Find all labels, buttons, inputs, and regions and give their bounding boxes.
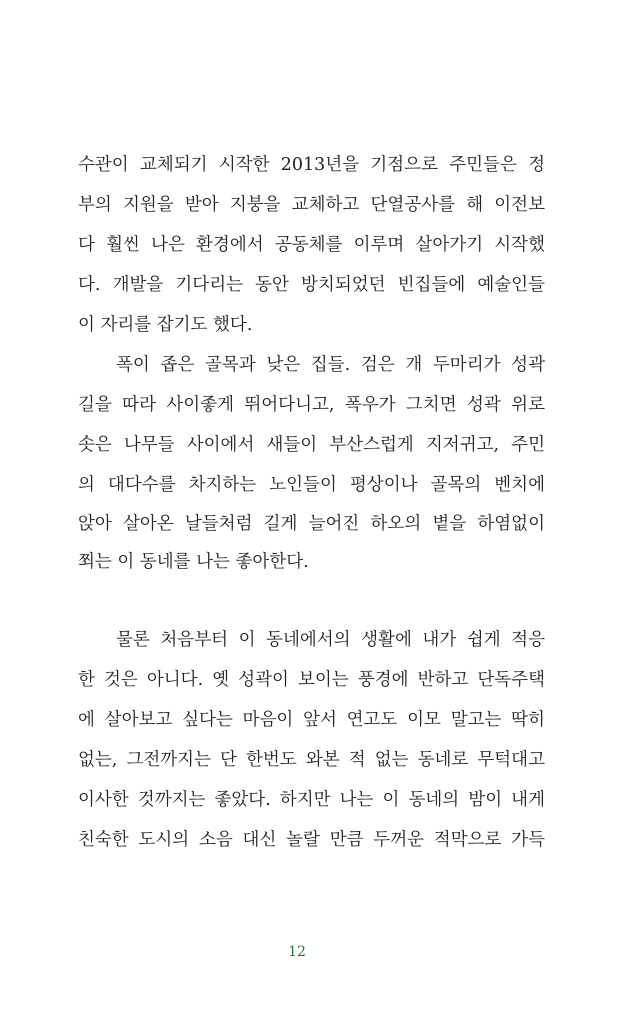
text-line: 없는, 그전까지는 단 한번도 와본 적 없는 동네로 무턱대고 — [78, 750, 545, 770]
text-line: 수관이 교체되기 시작한 2013년을 기점으로 주민들은 정 — [78, 155, 545, 175]
text-line: 물론 처음부터 이 동네에서의 생활에 내가 쉽게 적응 — [116, 630, 545, 650]
page-number: 12 — [288, 944, 306, 960]
text-line: 다. 개발을 기다리는 동안 방치되었던 빈집들에 예술인들 — [78, 275, 545, 295]
text-line: 한 것은 아니다. 옛 성곽이 보이는 풍경에 반하고 단독주택 — [78, 670, 545, 690]
text-line: 친숙한 도시의 소음 대신 놀랄 만큼 두꺼운 적막으로 가득 — [78, 830, 545, 850]
text-line: 다 훨씬 나은 환경에서 공동체를 이루며 살아가기 시작했 — [78, 235, 545, 255]
text-line: 의 대다수를 차지하는 노인들이 평상이나 골목의 벤치에 — [78, 475, 545, 495]
text-line: 에 살아보고 싶다는 마음이 앞서 연고도 이모 말고는 딱히 — [78, 710, 545, 730]
text-line: 쬐는 이 동네를 나는 좋아한다. — [78, 552, 309, 572]
text-line: 부의 지원을 받아 지붕을 교체하고 단열공사를 해 이전보 — [78, 195, 545, 215]
text-line: 이 자리를 잡기도 했다. — [78, 315, 253, 335]
text-line: 폭이 좁은 골목과 낮은 집들. 검은 개 두마리가 성곽 — [116, 355, 545, 375]
text-line: 솟은 나무들 사이에서 새들이 부산스럽게 지저귀고, 주민 — [78, 435, 545, 455]
text-line: 이사한 것까지는 좋았다. 하지만 나는 이 동네의 밤이 내게 — [78, 790, 545, 810]
text-line: 길을 따라 사이좋게 뛰어다니고, 폭우가 그치면 성곽 위로 — [78, 395, 545, 415]
text-line: 앉아 살아온 날들처럼 길게 늘어진 하오의 볕을 하염없이 — [78, 514, 545, 534]
